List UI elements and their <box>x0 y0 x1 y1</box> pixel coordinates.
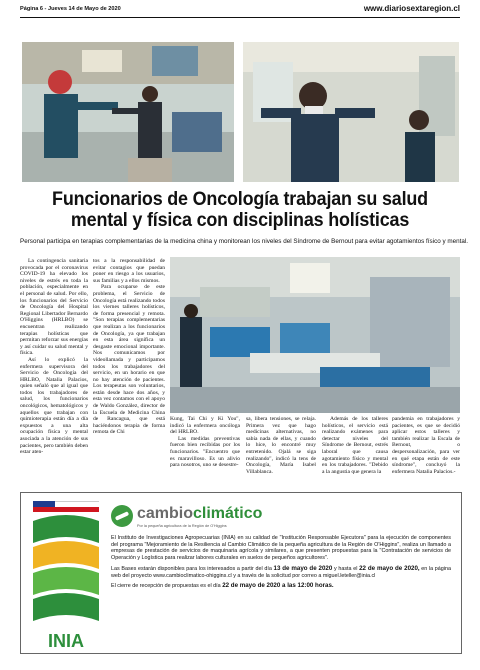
inia-logo-text: INIA <box>48 631 84 651</box>
chile-flag-icon <box>33 501 99 512</box>
article-column-5 <box>322 416 388 475</box>
inia-advertisement <box>20 492 462 654</box>
text: en la página web del proyecto www.cambioclimatico-ohiggins.cl y a través de la solicitud por correo a miguel.leteller@inia.cl <box>111 565 451 579</box>
article-column-1 <box>20 258 88 456</box>
brand-part-a: cambio <box>137 505 194 522</box>
article-column-3 <box>170 416 240 469</box>
ad-body <box>111 535 451 594</box>
paragraph: Para ocuparse de este problema, el Servicio de Oncología está realizando todos los viernes talleres holísticos, de forma presencial y remota. "Son terapias complementarias que realizan a los funcionarios de Oncología, ya que trabajan en esta área significa un desgaste emocional importante. Nos comunicamos por videollamada y participamos todos los trabajadores del servicio, en un horario en que no hay atención de pacientes. Los terapeutas son voluntarios, están desde hace dos años, y esta vez contamos con el apoyo de Waldo González, director de la Escuela de Medicina China de Rancagua, que está haciéndonos terapia de forma remota de Chi <box>93 284 165 436</box>
brand-part-b: climático <box>193 505 263 522</box>
article-column-6 <box>392 416 460 475</box>
article-column-4 <box>246 416 316 475</box>
photo-therapy-right <box>243 42 459 182</box>
photo-oncology-ward <box>170 257 460 413</box>
paragraph: La contingencia sanitaria provocada por el coronavirus COVID-19 ha elevado los niveles de estrés en toda la población, especialmente en el personal de salud. Por ello, los funcionarios del Servicio de Oncología del Hospital Regional Libertador Bernardo O'Higgins (HRLBO) se encuentran realizando terapias holísticas que permitan reforzar sus energías y así cuidar su salud mental y física. <box>20 258 88 357</box>
page-header <box>20 2 460 26</box>
subhead: Personal participa en terapias complementarias de la medicina china y monitorean los niveles del Síndrome de Bernout para evitar agotamientos físico y mental. <box>20 238 469 245</box>
date-end: 22 de mayo de 2020, <box>359 564 420 572</box>
ad-paragraph-2 <box>111 566 451 579</box>
paragraph: Además de los talleres holísticos, el servicio está realizando exámenes para detectar niveles del Síndrome de Bernout, estrés laboral que causa agotamiento físico y mental en los trabajadores. "Debido a la angustia que genera la <box>322 416 388 475</box>
brand-name <box>137 505 262 523</box>
brand-tagline: Por la pequeña agricultura de la Región de O'Higgins <box>137 524 227 528</box>
paragraph: Las medidas preventivas fueron bien recibidas por los funcionarios. "Encuentro que es maravilloso. Es un alivio para nosotros, uno se desestre- <box>170 435 240 469</box>
leaf-icon <box>111 505 133 527</box>
ad-paragraph-3 <box>111 583 451 590</box>
paragraph: tos a la responsabilidad de evitar contagios que puedan poner en riesgo a los usuarios, sus familias y a ellos mismos. <box>93 258 165 284</box>
paragraph: Kung, Tai Chi y Ki You", indicó la enfermera oncóloga del HRLBO. <box>170 416 240 436</box>
date-start: 13 de mayo de 2020 <box>273 564 333 572</box>
text: Las Bases estarán disponibles para los interesados a partir del día <box>111 565 272 572</box>
closing-date: 22 de mayo de 2020 a las 12:00 horas. <box>222 582 334 590</box>
headline: Funcionarios de Oncología trabajan su salud mental y física con disciplinas holísticas <box>52 188 428 231</box>
text: El cierre de recepción de propuestas es el día <box>111 583 221 590</box>
site-url[interactable]: www.diariosextaregion.cl <box>363 4 460 13</box>
inia-logo-icon <box>33 513 99 641</box>
text: y hasta el <box>333 565 358 572</box>
article-column-2 <box>93 258 165 436</box>
paragraph: sa, libera tensiones, se relaja. Primera vez que hago medicinas alternativas, no sabía nada de ellas, y cuando lo hice, lo encontré muy entretenido. Ojalá se siga realizando", indicó la tens de Oncología, María Isabel Villablanca. <box>246 416 316 475</box>
photo-therapy-left <box>22 42 234 182</box>
page-label: Página 6 - Jueves 14 de Mayo de 2020 <box>20 6 121 12</box>
paragraph: Así lo explicó la enfermera supervisora del Servicio de Oncología del HRLBO, Natalia Palacios, quien señaló que al igual que todos los trabajadores de salud, los funcionarios oncológicos, hematológicos y aquellos que trabajan con quimioterapia están día a día expuestos a una alta ocupación física y mental asociada a la atención de sus pacientes, pero también deben estar aten- <box>20 356 88 456</box>
header-rule <box>20 17 460 18</box>
paragraph: pandemia en trabajadores y pacientes, es que se decidió aplicar estos talleres y también realizar la Escala de Bernout, o despersonalización, para ver en qué etapa están de este síndrome", concluyó la enfermera Natalia Palacios.- <box>392 416 460 475</box>
ad-paragraph-1: El Instituto de Investigaciones Agropecuarias (INIA) en su calidad de "Institución Responsable Ejecutora" para la ejecución de componentes del programa "Mejoramiento de la Resiliencia al Cambio Climático de la pequeña agricultura de la Región de O'Higgins", realiza un llamado a empresas de prestación de servicios de maquinaria agrícola y similares, a que presenten propuestas para la "Contratación de servicios de Operación y Logística para realizar labores culturales en suelos de pequeños agricultores". <box>111 535 451 562</box>
